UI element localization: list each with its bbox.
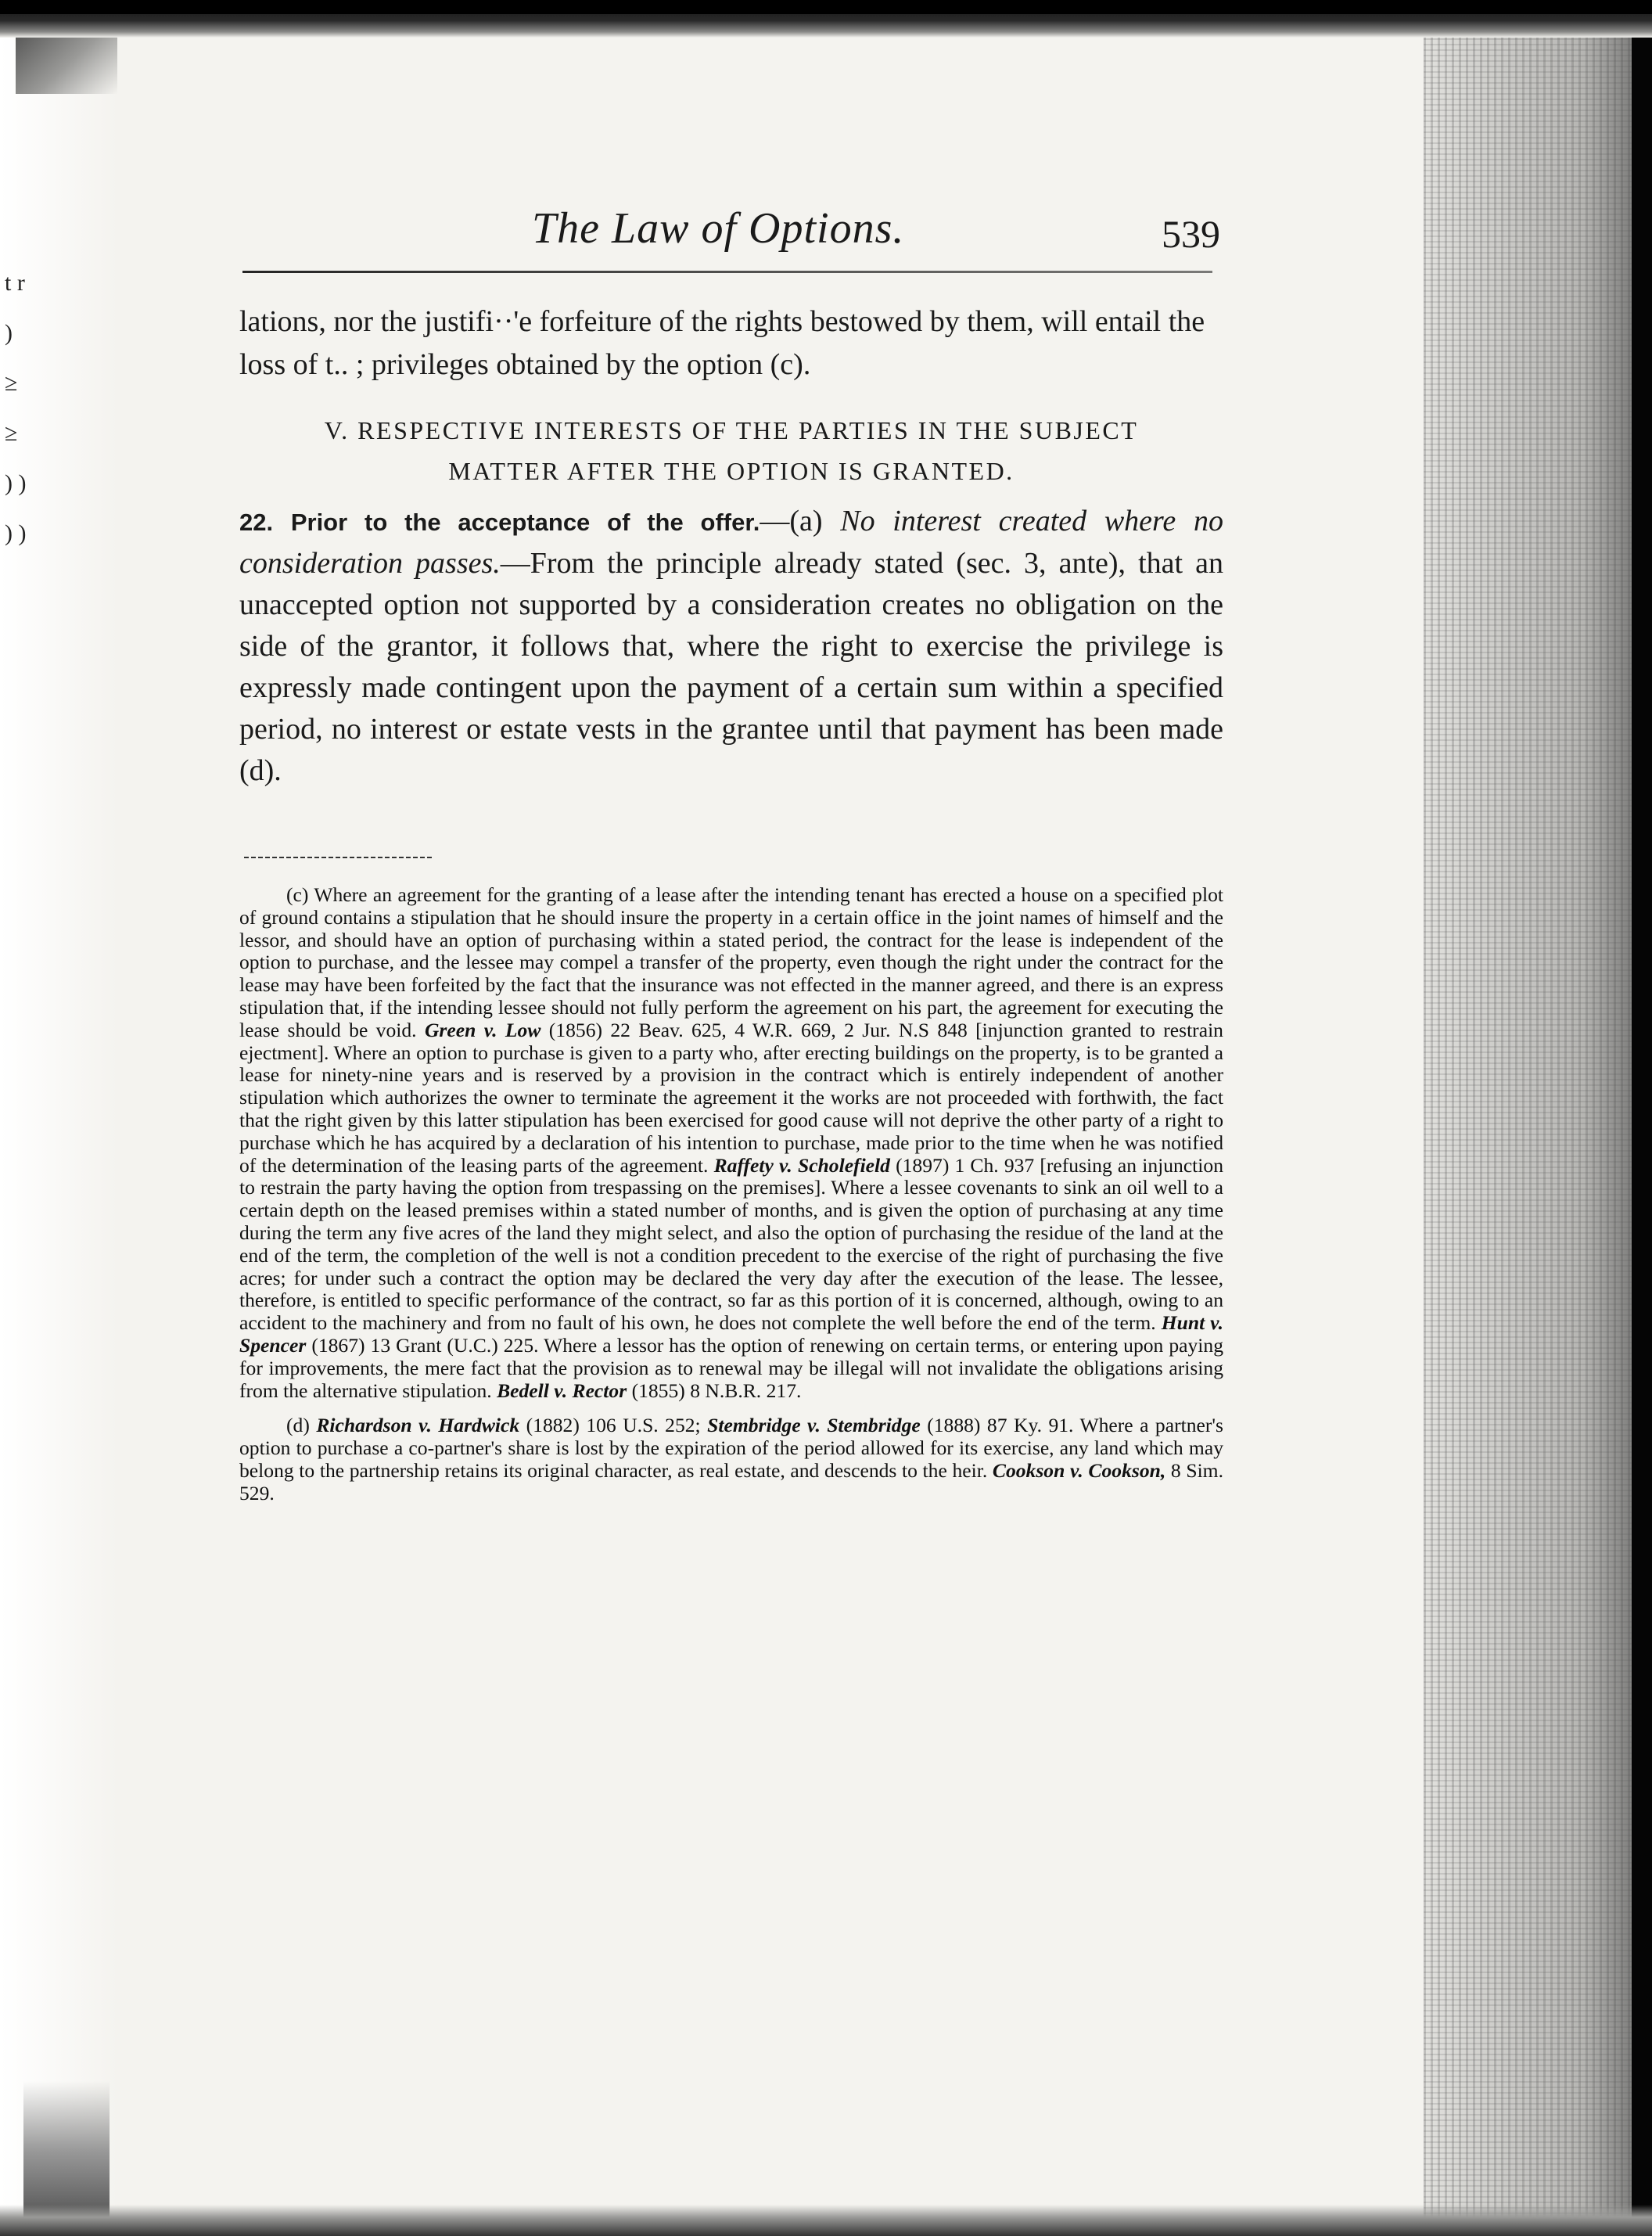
paragraph-marker: —(a)	[760, 505, 823, 537]
footnote-c-text-3: (1897) 1 Ch. 937 [refusing an injunction to restrain the party having the option from trespassing on the premises]. Where a lessee covenants to sink an oil well to a certain depth on the leased premises within a stated number of months, and is given the option of purchasing at any time during the term any five acres of the land they might select, and also the option of purchasing the residue of the land at the end of the term, the completion of the well is not a condition precedent to the exercise of the right of purchasing the five acres; for under such a contract the option may be declared the very day after the execution of the lease. The lessee, therefore, is entitled to specific performance of the contract, so far as this portion of it is concerned, although, owing to an accident to the machinery and from no fault of his own, he does not complete the well before the end of the term.	[239, 1153, 1223, 1335]
paragraph-heading: Prior to the acceptance of the offer.	[290, 509, 760, 536]
footnote-c	[239, 884, 1223, 1402]
case-citation: Green v. Low	[424, 1018, 541, 1041]
case-citation: Cookson v. Cookson,	[992, 1458, 1166, 1482]
scan-border-right	[1632, 0, 1652, 2236]
footnote-d-text-3: (1888) 87 Ky. 91. Where a partner's option to purchase a co-partner's share is lost by the expiration of the period allowed for its exercise, any land which may belong to the partnership retains its original character, as real estate, and descends to the heir.	[239, 1414, 1223, 1482]
facing-page-fragments: t r ) ≥ ≥ ) ) ) )	[5, 270, 27, 546]
footnote-c-text-2: (1856) 22 Beav. 625, 4 W.R. 669, 2 Jur. N.S 848 [injunction granted to restrain ejectment]. Where an option to purchase is given to a party who, after erecting buildings on the property, is to be granted a lease for ninety-nine years and is reserved by a provision in the contract which is entirely independent of another stipulation which authorizes the owner to terminate the agreement it the works are not proceeded with forthwith, the fact that the right given by this latter stipulation has been exercised for good cause will not deprive the other party of a right to purchase which he has acquired by a declaration of his intention to purchase, made prior to the time when he was notified of the determination of the leasing parts of the agreement.	[239, 1018, 1223, 1177]
case-citation: Richardson v. Hardwick	[316, 1414, 520, 1437]
paragraph-22	[239, 501, 1223, 792]
page-header	[235, 203, 1220, 274]
paragraph-number: 22.	[239, 509, 274, 536]
case-citation: Stembridge v. Stembridge	[707, 1414, 921, 1437]
footnote-rule	[244, 857, 432, 858]
case-citation: Hunt v. Spencer	[239, 1311, 1223, 1357]
footnote-c-text-5: (1855) 8 N.B.R. 217.	[631, 1379, 802, 1402]
scan-noise-right-edge	[1424, 31, 1652, 2236]
footnote-d-text-2: (1882) 106 U.S. 252;	[526, 1414, 701, 1437]
section-heading-line-2: MATTER AFTER THE OPTION IS GRANTED.	[448, 457, 1015, 485]
footnote-d-text-4: 8 Sim. 529.	[239, 1458, 1223, 1504]
footnote-c-text-4: (1867) 13 Grant (U.C.) 225. Where a lessor has the option of renewing on certain terms, or entering upon paying for improvements, the mere fact that the provision as to renewal may be illegal will not invalidate the obligations arising from the alternative stipulation.	[239, 1333, 1223, 1402]
case-citation: Bedell v. Rector	[497, 1379, 627, 1402]
footnote-d	[239, 1415, 1223, 1504]
section-heading-line-1: V. RESPECTIVE INTERESTS OF THE PARTIES IN THE SUBJECT	[324, 416, 1139, 444]
continued-paragraph	[239, 300, 1225, 386]
footnotes	[239, 884, 1223, 1518]
running-title: The Law of Options.	[532, 204, 905, 253]
paragraph-subheading: No interest created where no consideration passes.	[239, 505, 1223, 580]
scan-border-bottom	[0, 2205, 1652, 2236]
scan-border-top-band	[0, 0, 1652, 14]
continued-paragraph-text: lations, nor the justifi··'e forfeiture of the rights bestowed by them, will entail the loss of t.. ; privileges obtained by the option (c).	[239, 305, 1205, 381]
footnote-c-text-1: (c) Where an agreement for the granting of a lease after the intending tenant has erected a house on a specified plot of ground contains a stipulation that he should insure the property in a certain office in the joint names of himself and the lessor, and should have an option of purchasing within a stated period, the contract for the lease is independent of the option to purchase, and the lessee may compel a transfer of the property, even though the right under the contract for the lease may have been forfeited by the fact that the insurance was not effected in the manner agreed, and there is an express stipulation that, if the intending lessee should not fully perform the agreement on his part, the agreement for executing the lease should be void.	[239, 883, 1223, 1041]
section-heading	[239, 410, 1223, 491]
paragraph-body: —From the principle already stated (sec. 3, ante), that an unaccepted option not supported by a consideration creates no obligation on the side of the grantor, it follows that, where the right to exercise the privilege is expressly made contingent upon the payment of a certain sum within a specified period, no interest or estate vests in the grantee until that payment has been made (d).	[239, 547, 1223, 787]
header-rule	[242, 271, 1212, 273]
page-number: 539	[1162, 212, 1220, 256]
case-citation: Raffety v. Scholefield	[713, 1153, 890, 1177]
footnote-d-text-1: (d)	[286, 1414, 310, 1437]
